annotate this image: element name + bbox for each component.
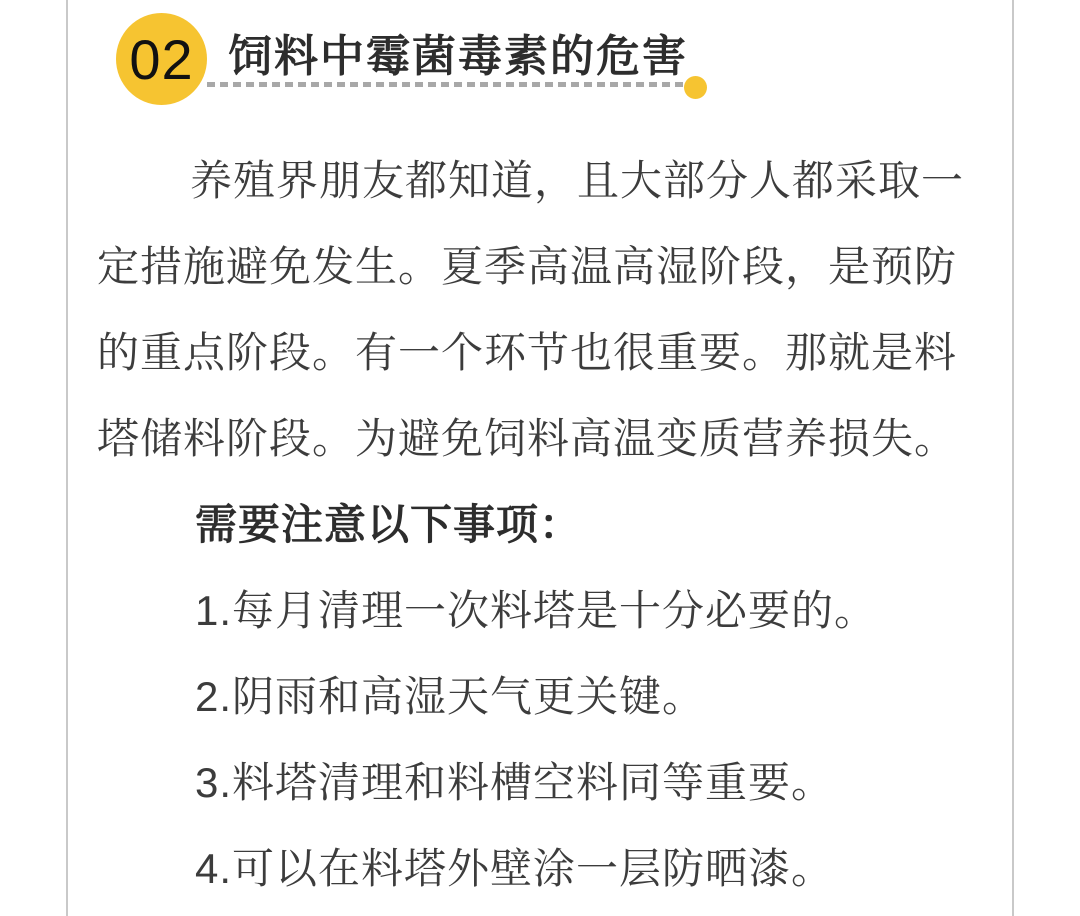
right-border-rule [1012,0,1014,916]
paragraph-line: 塔储料阶段。为避免饲料高温变质营养损失。 [97,415,958,462]
left-border-rule [66,0,68,916]
list-item: 1.每月清理一次料塔是十分必要的。 [195,587,878,634]
subheading: 需要注意以下事项： [195,501,583,548]
list-item: 2.阴雨和高湿天气更关键。 [195,673,706,720]
section-title: 饲料中霉菌毒素的危害 [228,32,688,81]
yellow-dot [684,76,707,99]
paragraph-line: 定措施避免发生。夏季高温高湿阶段，是预防 [97,243,958,290]
paragraph-line: 养殖界朋友都知道，且大部分人都采取一 [190,157,965,204]
article-body [97,138,1002,912]
list-item: 3.料塔清理和料槽空料同等重要。 [195,759,835,806]
dashed-underline [207,82,687,87]
paragraph-line: 的重点阶段。有一个环节也很重要。那就是料 [97,329,958,376]
list-item: 4.可以在料塔外壁涂一层防晒漆。 [195,845,835,892]
section-number-badge: 02 [116,13,207,105]
